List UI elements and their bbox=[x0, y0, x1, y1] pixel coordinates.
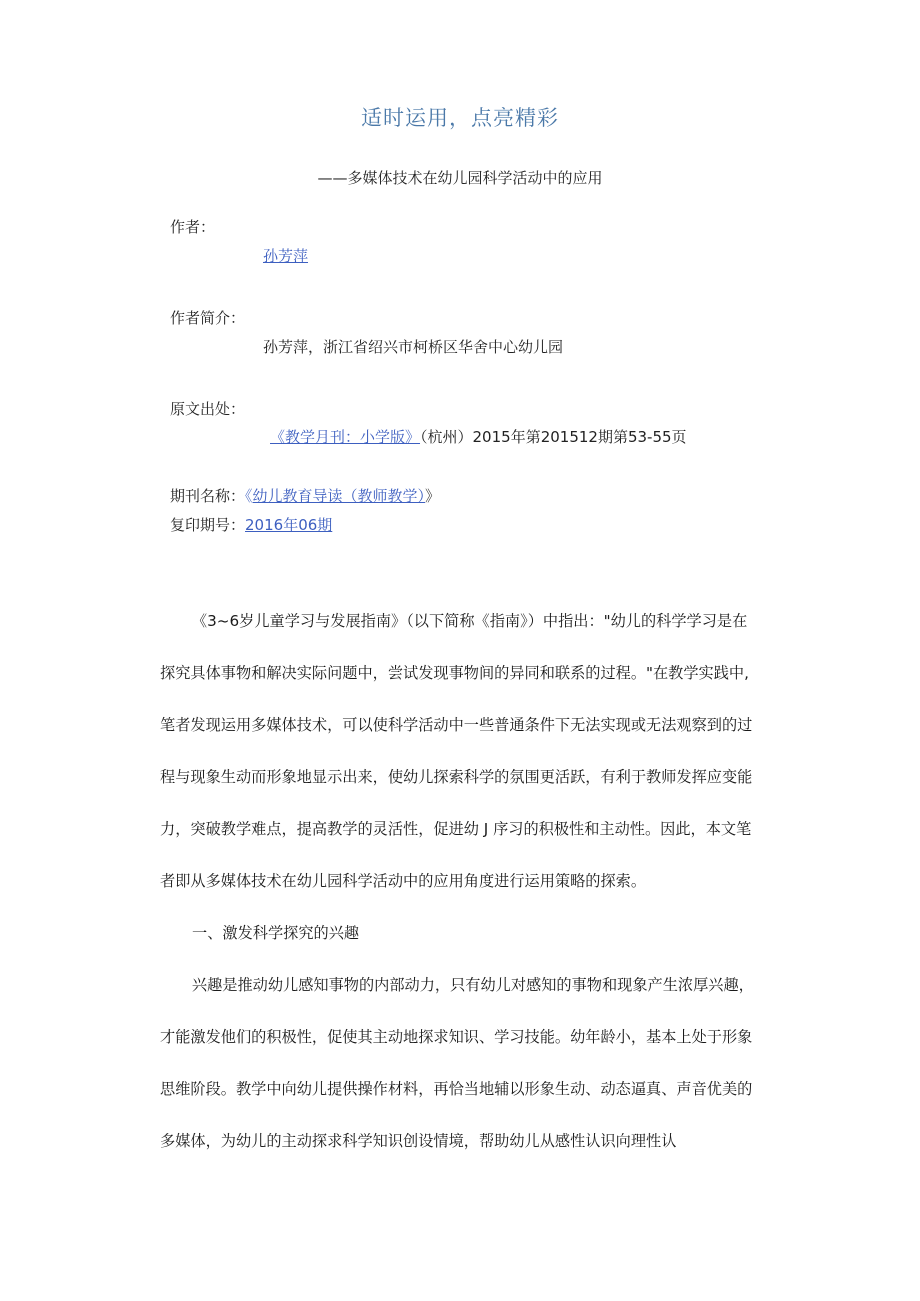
source-label: 原文出处： bbox=[170, 400, 246, 418]
author-label: 作者： bbox=[170, 218, 216, 236]
section-heading: 一、激发科学探究的兴趣 bbox=[192, 924, 360, 942]
journal-name-link[interactable]: 幼儿教育导读（教师教学） bbox=[252, 487, 426, 505]
source-detail: （杭州）2015年第201512期第53-55页 bbox=[420, 428, 687, 446]
bio-text: 孙芳萍，浙江省绍兴市柯桥区华舍中心幼儿园 bbox=[263, 338, 564, 356]
document-title: 适时运用，点亮精彩 bbox=[361, 106, 559, 130]
journal-open-bracket: 《 bbox=[245, 487, 253, 505]
issue-row bbox=[170, 514, 332, 535]
journal-label: 期刊名称： bbox=[170, 487, 246, 505]
document-subtitle: ——多媒体技术在幼儿园科学活动中的应用 bbox=[317, 169, 603, 187]
paragraph: 《3~6岁儿童学习与发展指南》（以下简称《指南》）中指出："幼儿的科学学习是在探究具体事物和解决实际问题中，尝试发现事物间的异同和联系的过程。"在教学实践中,笔者发现运用多媒体技术，可以使科学活动中一些普通条件下无法实现或无法观察到的过程与现象生动而形象地显示出来，使幼儿探索科学的氛围更活跃，有利于教师发挥应变能力，突破教学难点，提高教学的灵活性，促进幼 J 序习的积极性和主动性。因此，本文笔者即从多媒体技术在幼儿园科学活动中的应用角度进行运用策略的探索。 bbox=[160, 612, 753, 890]
paragraph: 兴趣是推动幼儿感知事物的内部动力，只有幼儿对感知的事物和现象产生浓厚兴趣，才能激发他们的积极性，促使其主动地探求知识、学习技能。幼年龄小，基本上处于形象思维阶段。教学中向幼儿提供操作材料，再恰当地辅以形象生动、动态逼真、声音优美的多媒体，为幼儿的主动探求科学知识创设情境，帮助幼儿从感性认识向理性认 bbox=[160, 976, 754, 1150]
author-name-link[interactable]: 孙芳萍 bbox=[263, 247, 309, 265]
issue-value-link[interactable]: 2016年06期 bbox=[245, 516, 333, 534]
bio-label: 作者简介： bbox=[170, 309, 246, 327]
source-line bbox=[270, 426, 687, 447]
source-journal-link[interactable]: 《教学月刊：小学版》 bbox=[270, 428, 421, 446]
issue-label: 复印期号： bbox=[170, 516, 246, 534]
journal-close-bracket: 》 bbox=[425, 487, 441, 505]
journal-row bbox=[170, 485, 440, 506]
article-body bbox=[160, 595, 760, 1167]
